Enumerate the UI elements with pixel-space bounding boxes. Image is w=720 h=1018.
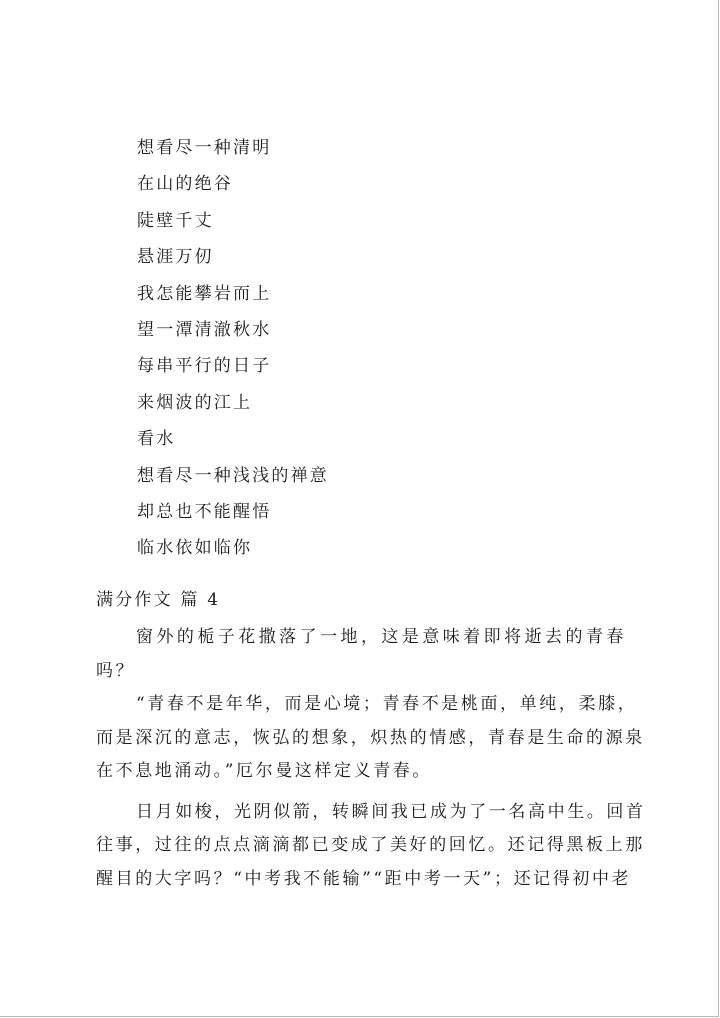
poem-line: 想看尽一种浅浅的禅意: [137, 465, 329, 486]
poem: [137, 130, 329, 567]
paragraph-line: 往事，过往的点点滴滴都已变成了美好的回忆。还记得黑板上那: [96, 835, 645, 855]
paragraph-line: 醒目的大字吗？“中考我不能输”“距中考一天”；还记得初中老: [96, 868, 632, 889]
poem-line: 临水依如临你: [137, 538, 253, 559]
poem-line: 望一潭清澈秋水: [137, 319, 272, 340]
poem-line: 却总也不能醒悟: [137, 501, 272, 522]
paragraph-line: “青春不是年华，而是心境；青春不是桃面，单纯，柔膝，: [136, 694, 638, 714]
poem-line: 陡壁千丈: [137, 210, 214, 231]
poem-line: 想看尽一种清明: [137, 138, 272, 158]
poem-line: 在山的绝谷: [137, 174, 233, 195]
poem-line: 看水: [137, 429, 176, 450]
section-heading: 满分作文 篇 4: [96, 590, 221, 610]
paragraph: [96, 796, 646, 897]
paragraph: [96, 688, 645, 789]
article-body: [96, 621, 646, 896]
paragraph: 窗外的栀子花撒落了一地，这是意味着即将逝去的青春吗？: [96, 627, 626, 681]
paragraph-line: 在不息地涌动。”厄尔曼这样定义青春。: [96, 761, 432, 781]
paragraph-line: 日月如梭，光阴似箭，转瞬间我已成为了一名高中生。回首: [136, 801, 646, 822]
poem-line: 每串平行的日子: [137, 356, 272, 377]
poem-line: 来烟波的江上: [137, 392, 253, 413]
poem-line: 悬涯万仞: [137, 247, 214, 268]
poem-line: 我怎能攀岩而上: [137, 283, 272, 304]
paragraph-line: 而是深沉的意志，恢弘的想象，炽热的情感，青春是生命的源泉: [96, 727, 645, 748]
